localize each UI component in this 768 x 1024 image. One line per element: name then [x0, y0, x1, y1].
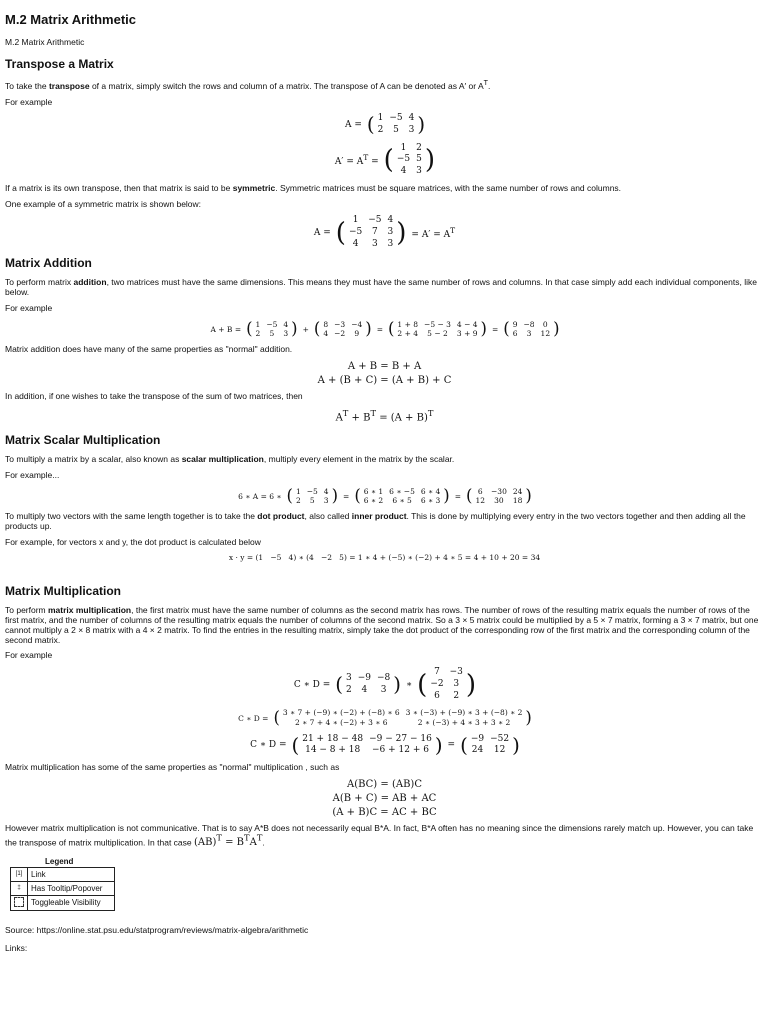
multiplication-property: A(B + C) = AB + AC: [332, 792, 437, 804]
matrix-row: [293, 496, 332, 506]
section-heading-scalar: Matrix Scalar Multiplication: [5, 433, 161, 448]
left-paren: (: [313, 319, 321, 339]
matrix-cell: 2: [377, 125, 384, 136]
matrix-row: [280, 708, 526, 718]
left-paren: (: [246, 319, 253, 339]
matrix-row: [343, 685, 393, 697]
matrix-cell: 5: [269, 329, 275, 339]
matrix-row: [320, 320, 365, 330]
matrix-cell: −9: [470, 733, 485, 744]
matrix-row: [346, 215, 396, 227]
addition-property: A + B = B + A: [347, 360, 422, 372]
matrix-row: [320, 329, 365, 339]
matrix-cell: 4: [408, 113, 415, 124]
dot-product-text: To multiply two vectors with the same length together is to take the dot product, also called inner product. This is done by multiplying every entry in the two vectors together and then adding all the products up.: [5, 511, 746, 531]
link-marker-icon: [1]: [11, 867, 28, 881]
matrix-cell: 3: [453, 678, 460, 689]
dot-product-equation: x · y = (1 −5 4) ∗ (4 −2 5) = 1 ∗ 4 + (−5) ∗ (−2) + 4 ∗ 5 = 4 + 10 + 20 = 34: [228, 553, 541, 563]
addition-properties-text: Matrix addition does have many of the same properties as "normal" addition.: [5, 344, 293, 355]
matrix-cell: 6 ∗ 3: [420, 496, 441, 506]
matrix-cell: 4: [323, 329, 329, 339]
matrix-cell: 3: [345, 673, 352, 684]
matrix-cell: 30: [494, 496, 504, 506]
matrix-row: [510, 320, 553, 330]
matrix-cell: 2 ∗ (−3) + 4 ∗ 3 + 3 ∗ 2: [417, 718, 511, 728]
matrix-cell: 4: [361, 684, 368, 695]
equation-scalar: 6 ∗ A = 6 ∗ ( 1 −5 4 2 5 3 ) = ( 6 ∗ 1 6 ∗ −5 6 ∗ 4 6 ∗ 2 6 ∗ 5 6 ∗ 3 ) = ( 6 −30 24 12 30 18 ): [238, 486, 532, 506]
legend-label: Toggleable Visibility: [28, 895, 115, 910]
matrix-cell: 1: [352, 215, 359, 226]
matrix-cell: 2: [295, 496, 301, 506]
matrix-row: [299, 745, 435, 757]
matrix-cell: −30: [491, 486, 507, 496]
matrix-cell: −4: [351, 319, 363, 329]
matrix-cell: 2: [416, 142, 422, 153]
matrix-row: [472, 496, 525, 506]
matrix: [273, 708, 531, 728]
matrix-cell: −5 − 3: [424, 319, 451, 329]
matrix-cell: 3: [387, 227, 394, 238]
matrix-cell: 5: [393, 125, 399, 136]
matrix-cell: 3 + 9: [456, 329, 478, 339]
matrix-cell: 2: [255, 329, 261, 339]
matrix-cell: 3: [387, 238, 394, 249]
matrix-row: [375, 113, 418, 125]
matrix-cell: 6 ∗ 1: [363, 486, 384, 496]
matrix-cell: 6: [477, 486, 483, 496]
matrix: [367, 113, 425, 136]
matrix-cell: −5: [368, 215, 382, 226]
matrix-row: [427, 667, 466, 679]
matrix-cell: 2 ∗ 7 + 4 ∗ (−2) + 3 ∗ 6: [295, 718, 388, 728]
matrix-cell: 21 + 18 − 48: [302, 733, 364, 744]
matrix-cell: 1 + 8: [397, 319, 419, 329]
matrix: [336, 215, 407, 250]
matrix-row: [394, 154, 425, 166]
matrix: [503, 320, 559, 340]
addition-transpose-equation: $A^T + B^T = (A + B)^T$: [335, 407, 434, 424]
matrix: [287, 487, 339, 507]
matrix-cell: 2 + 4: [397, 329, 419, 339]
matrix-row: [394, 166, 425, 178]
matrix-row: [394, 143, 425, 155]
tooltip-marker-icon: ‡: [11, 881, 28, 895]
left-paren: (: [366, 113, 375, 137]
matrix-cell: 3: [416, 166, 422, 177]
source-citation: Source: https://online.stat.psu.edu/statprogram/reviews/matrix-algebra/arithmetic: [5, 924, 309, 935]
matrix-cell: −9: [357, 673, 371, 684]
symmetric-example-text: One example of a symmetric matrix is shown below:: [5, 198, 202, 209]
matrix-cell: 1: [377, 113, 384, 124]
section-heading-transpose: Transpose a Matrix: [5, 57, 114, 71]
matrix-row: [375, 125, 418, 137]
matrix-row: [510, 329, 553, 339]
matrix-cell: 1: [255, 319, 261, 329]
multiplication-intro: To perform matrix multiplication, the first matrix must have the same number of columns as the second matrix has rows. The number of rows of the resulting matrix equals the number of rows of the first matrix, and the number of columns of the resulting matrix equals the number of columns of the second matrix. So a 3 × 5 matrix could be multiplied by a 5 × 7 matrix, forming a 3 × 7 matrix, but one cannot multiply a 2 × 8 matrix with a 4 × 2 matrix. To find the entries in the resulting matrix, simply take the dot product of the corresponding row of the first matrix and the corresponding column of the second matrix.: [5, 605, 759, 645]
matrix-row: [394, 320, 480, 330]
matrix-row: [394, 329, 480, 339]
matrix-cell: 6 ∗ 4: [420, 486, 441, 496]
legend: [10, 857, 764, 911]
matrix-cell: −2: [430, 678, 444, 689]
right-paren: ): [525, 707, 532, 727]
matrix-cell: 4: [352, 238, 359, 249]
matrix-cell: 6 ∗ 2: [363, 496, 384, 506]
matrix-cell: 1: [295, 486, 301, 496]
matrix-cell: 3 ∗ 7 + (−9) ∗ (−2) + (−8) ∗ 6: [282, 708, 400, 718]
dot-product-example-text: For example, for vectors x and y, the dot product is calculated below: [5, 536, 261, 547]
matrix: [388, 320, 487, 340]
addition-property: A + (B + C) = (A + B) + C: [317, 374, 452, 386]
page-subtitle: M.2 Matrix Arithmetic: [5, 37, 85, 47]
matrix: [246, 320, 298, 340]
right-paren: ): [480, 319, 487, 339]
matrix-cell: −9 − 27 − 16: [369, 733, 432, 744]
right-paren: ): [393, 672, 401, 696]
matrix-cell: 3: [283, 329, 289, 339]
matrix-cell: 9: [512, 319, 518, 329]
matrix-cell: 3: [408, 125, 415, 136]
right-paren: ): [434, 733, 443, 757]
left-paren: (: [286, 486, 293, 506]
matrix-cell: 0: [542, 319, 548, 329]
matrix-cell: −5: [306, 486, 318, 496]
right-paren: ): [553, 319, 560, 339]
matrix-row: [427, 679, 466, 691]
symmetric-definition: If a matrix is its own transpose, then that matrix is said to be symmetric. Symmetric matrices must be square matrices, with the same number of rows and columns.: [5, 182, 622, 193]
matrix-cell: 12: [540, 329, 551, 339]
matrix-cell: 12: [493, 745, 506, 756]
matrix-cell: −5: [266, 319, 278, 329]
matrix-row: [472, 487, 525, 497]
right-paren: ): [525, 486, 532, 506]
matrix-cell: 12: [475, 496, 486, 506]
matrix-cell: 1: [400, 142, 407, 153]
for-example-label: For example...: [5, 469, 60, 480]
right-paren: ): [512, 733, 520, 757]
left-paren: (: [335, 672, 343, 696]
matrix-cell: 7: [371, 227, 378, 238]
matrix-cell: 3: [371, 238, 378, 249]
matrix-cell: 5 − 2: [427, 329, 448, 339]
matrix-cell: 7: [434, 667, 440, 678]
matrix-cell: −3: [334, 319, 346, 329]
matrix: [314, 320, 372, 340]
legend-label: Link: [28, 867, 115, 881]
right-paren: ): [331, 486, 339, 506]
left-paren: (: [383, 145, 394, 176]
matrix-row: [361, 496, 444, 506]
right-paren: ): [291, 319, 298, 339]
multiplication-property: (A + B)C = AC + BC: [332, 806, 437, 818]
matrix-cell: 18: [512, 496, 523, 506]
equation-cd-result: C ∗ D = ( 21 + 18 − 48 −9 − 27 − 16 14 − 8 + 18 −6 + 12 + 6 ) = ( −9 −52 24 12 ): [250, 733, 520, 757]
legend-table: [10, 867, 115, 911]
left-paren: (: [273, 707, 280, 727]
left-paren: (: [460, 733, 468, 757]
matrix-cell: 4: [323, 486, 329, 496]
matrix-cell: 24: [471, 745, 484, 756]
matrix: [384, 143, 435, 178]
matrix-cell: 14 − 8 + 18: [305, 745, 361, 756]
scalar-intro: To multiply a matrix by a scalar, also known as scalar multiplication, multiply every element in the matrix by the scalar.: [5, 454, 455, 465]
matrix-cell: 2: [453, 690, 460, 701]
matrix-row: [361, 487, 444, 497]
matrix-cell: 6: [512, 329, 518, 339]
right-paren: ): [443, 486, 450, 506]
matrix-cell: 6 ∗ 5: [392, 496, 412, 506]
matrix-cell: −6 + 12 + 6: [371, 745, 429, 756]
matrix-row: [253, 329, 292, 339]
matrix-cell: 4: [400, 166, 407, 177]
legend-row: [11, 867, 115, 881]
addition-transpose-text: In addition, if one wishes to take the transpose of the sum of two matrices, then: [5, 390, 303, 401]
addition-intro: To perform matrix addition, two matrices must have the same dimensions. This means they must have the same number of rows and columns. In that case simply add each individual components, like below.: [5, 277, 757, 298]
page-title: M.2 Matrix Arithmetic: [5, 12, 136, 27]
matrix-row: [293, 487, 332, 497]
left-paren: (: [503, 319, 510, 339]
links-label: Links:: [5, 942, 28, 953]
matrix-cell: 4 − 4: [456, 319, 478, 329]
matrix-cell: −5: [396, 154, 411, 165]
equation-transpose-at: $A' = A^T$ = ( 1 2 −5 5 4 3 ): [334, 142, 436, 177]
right-paren: ): [396, 217, 407, 248]
section-heading-multiplication: Matrix Multiplication: [5, 584, 122, 599]
matrix-row: [346, 239, 396, 251]
matrix-cell: 5: [309, 496, 315, 506]
matrix: [292, 734, 443, 757]
matrix: [466, 487, 532, 507]
section-heading-addition: Matrix Addition: [5, 256, 92, 271]
legend-label: Has Tooltip/Popover: [28, 881, 115, 895]
equation-addition: A + B = ( 1 −5 4 2 5 3 ) + ( 8 −3 −4 4 −2 9 ) = ( 1 + 8 −5 − 3 4 − 4 2 + 4 5 − 2 3 + 9 ) = ( 9 −8 0 6 3 12 ): [210, 319, 560, 339]
left-paren: (: [417, 669, 428, 700]
left-paren: (: [466, 486, 473, 506]
equation-cd: C ∗ D = ( 3 −9 −8 2 4 3 ) ∗ ( 7 −3 −2 3 6 2 ): [293, 667, 477, 701]
matrix-row: [343, 673, 393, 685]
matrix-cell: −2: [334, 329, 346, 339]
legend-title: Legend: [45, 856, 74, 866]
equation-transpose-a: A = ( 1 −5 4 2 5 3 ): [344, 113, 426, 137]
equation-symmetric: A = ( 1 −5 4 −5 7 3 4 3 3 ) = $A' = A^T$: [313, 215, 456, 249]
matrix-cell: −3: [449, 667, 463, 678]
matrix-cell: 6: [434, 690, 440, 701]
matrix-row: [468, 745, 512, 757]
matrix-row: [346, 227, 396, 239]
matrix-cell: −52: [490, 733, 510, 744]
matrix-cell: −5: [389, 113, 403, 124]
matrix-row: [253, 320, 292, 330]
multiplication-note: However matrix multiplication is not communicative. That is to say A*B does not necessarily equal B*A. In fact, B*A often has no meaning since the dimensions rarely match up. However, you can take the transpose of matrix multiplication. In that case $(AB)^T = B^TA^T$.: [5, 822, 754, 848]
matrix-cell: 3: [526, 329, 532, 339]
right-paren: ): [424, 145, 436, 176]
transpose-intro: To take the transpose of a matrix, simply switch the rows and column of a matrix. The transpose of A can be denoted as A′ or $A^T$.: [5, 79, 491, 91]
matrix-cell: 4: [387, 215, 394, 226]
matrix: [354, 487, 449, 507]
matrix: [335, 673, 401, 696]
for-example-label: For example: [5, 96, 53, 107]
matrix-cell: 3 ∗ (−3) + (−9) ∗ 3 + (−8) ∗ 2: [405, 708, 523, 718]
for-example-label: For example: [5, 302, 53, 313]
matrix-row: [468, 734, 512, 746]
left-paren: (: [335, 217, 346, 248]
matrix: [460, 734, 520, 757]
right-paren: ): [365, 319, 372, 339]
matrix-cell: 3: [323, 496, 329, 506]
matrix-cell: 8: [323, 319, 329, 329]
matrix-cell: 4: [283, 319, 289, 329]
equation-cd-expanded: C ∗ D = ( 3 ∗ 7 + (−9) ∗ (−2) + (−8) ∗ 6 3 ∗ (−3) + (−9) ∗ 3 + (−8) ∗ 2 2 ∗ 7 + 4 ∗ (−2) + 3 ∗ 6 2 ∗ (−3) + 4 ∗ 3 + 3 ∗ 2 ): [238, 707, 532, 728]
matrix-cell: −8: [377, 673, 391, 684]
matrix-cell: −8: [523, 319, 535, 329]
matrix-cell: 24: [512, 486, 523, 496]
for-example-label: For example: [5, 650, 53, 661]
multiplication-properties-text: Matrix multiplication has some of the same properties as "normal" multiplication , such as: [5, 762, 340, 773]
right-paren: ): [465, 669, 477, 700]
matrix-cell: 3: [380, 684, 387, 695]
toggle-visibility-icon: [11, 895, 28, 910]
matrix-cell: 2: [345, 684, 352, 695]
matrix-row: [280, 718, 526, 728]
matrix-cell: 5: [416, 154, 422, 165]
matrix-row: [427, 691, 466, 703]
left-paren: (: [354, 486, 361, 506]
matrix: [417, 667, 476, 702]
multiplication-property: A(BC) = (AB)C: [347, 778, 422, 790]
legend-row: [11, 895, 115, 910]
matrix-row: [299, 734, 435, 746]
matrix-cell: −5: [348, 227, 363, 238]
legend-row: [11, 881, 115, 895]
right-paren: ): [417, 113, 426, 137]
left-paren: (: [291, 733, 300, 757]
left-paren: (: [387, 319, 395, 339]
matrix-cell: 6 ∗ −5: [389, 486, 415, 496]
matrix-cell: 9: [354, 329, 360, 339]
